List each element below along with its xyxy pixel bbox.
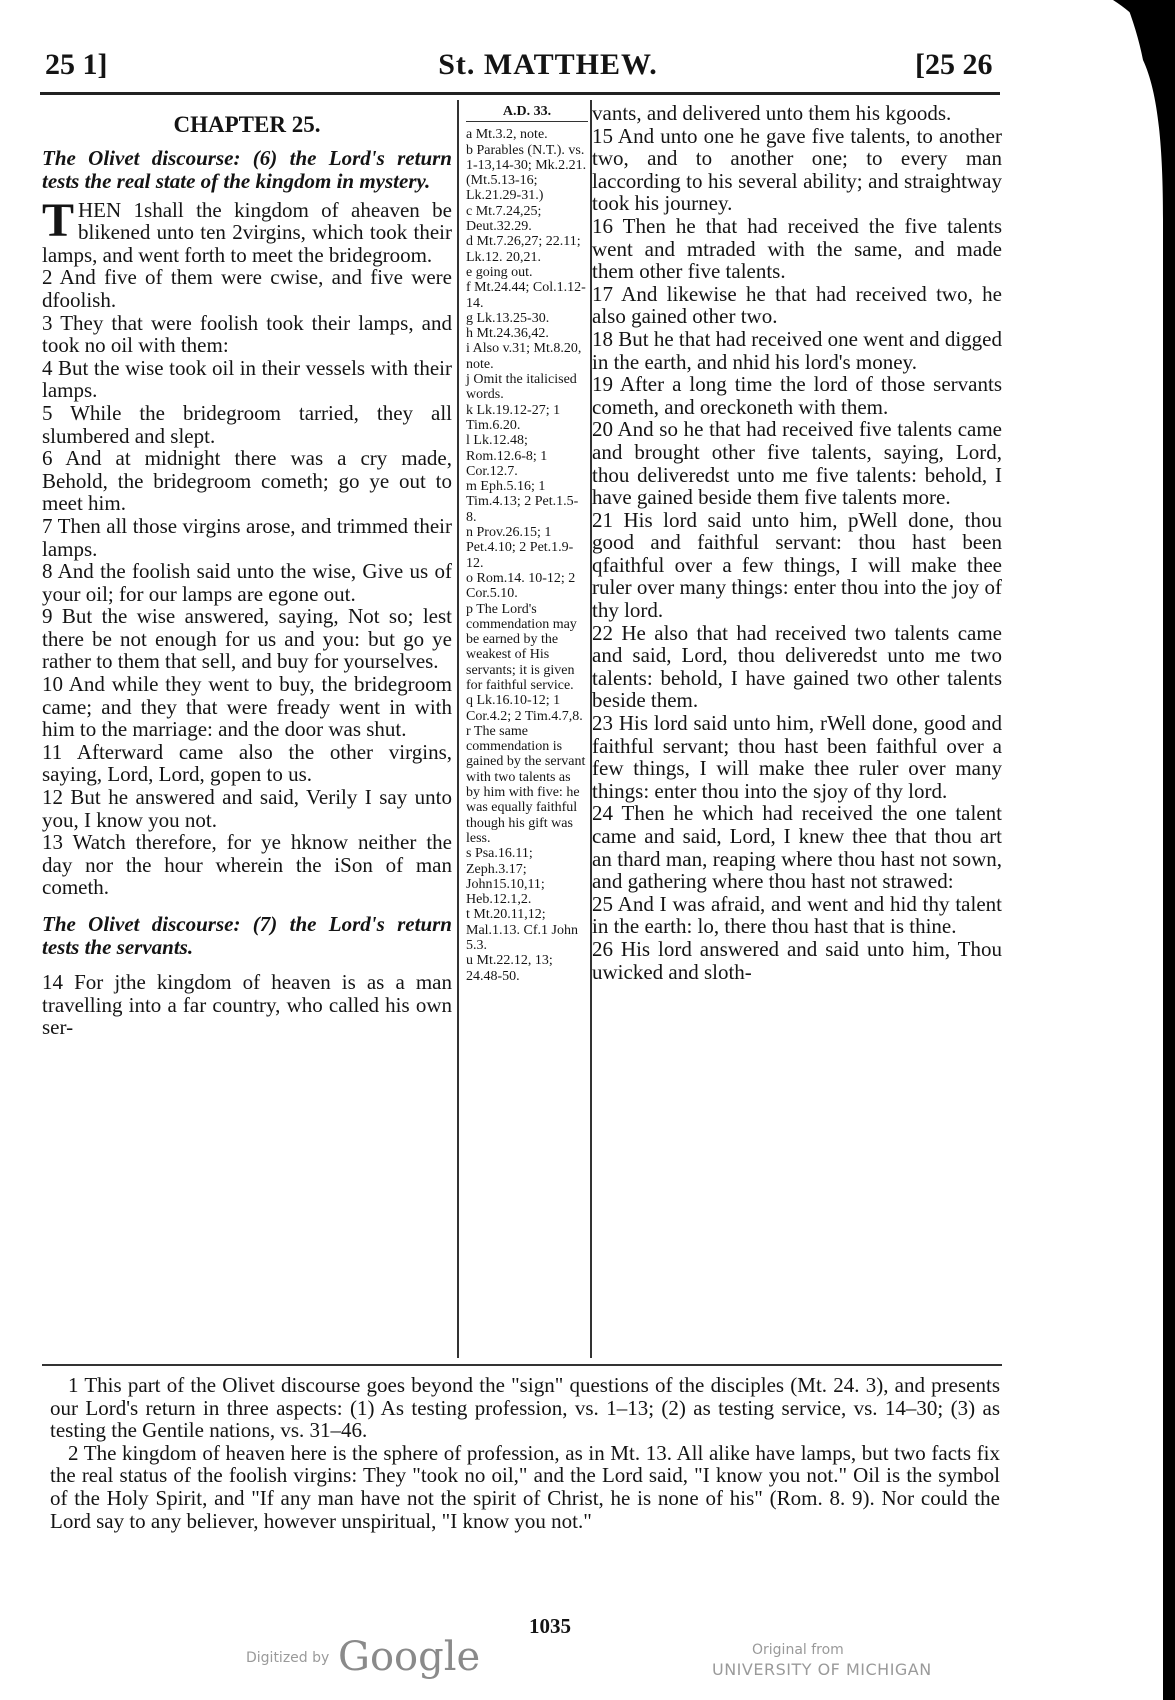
reference: r The same commendation is gained by the servant with two talents as by him with five: he was equally faithful though his gift was less.	[466, 723, 586, 846]
reference: u Mt.22.12, 13; 24.48-50.	[466, 953, 553, 984]
left-column	[42, 110, 452, 1039]
reference: i Also v.31; Mt.8.20, note.	[466, 341, 582, 372]
reference: m Eph.5.16; 1 Tim.4.13; 2 Pet.1.5-8.	[466, 479, 579, 525]
column-divider-left	[457, 100, 459, 1358]
reference: q Lk.16.10-12; 1 Cor.4.2; 2 Tim.4.7,8.	[466, 693, 583, 724]
verse: 14 For jthe kingdom of heaven is as a man travelling into a far country, who called his own ser-	[42, 970, 452, 1040]
google-logo-text: Google	[338, 1634, 481, 1680]
running-head-title: St. MATTHEW.	[438, 48, 658, 81]
verse: 11 Afterward came also the other virgins, saying, Lord, Lord, gopen to us.	[42, 739, 452, 787]
verse: 12 But he answered and said, Verily I say unto you, I know you not.	[42, 785, 452, 832]
reference: j Omit the italicised words.	[466, 372, 577, 403]
footnotes	[50, 1374, 1000, 1532]
reference: c Mt.7.24,25; Deut.32.29.	[466, 203, 542, 235]
header-rule	[40, 92, 1000, 95]
verse: vants, and delivered unto them his kgoods.	[592, 101, 952, 125]
verse: 23 His lord said unto him, rWell done, good and faithful servant; thou hast been faithful over a few things, I will make thee ruler over many things: enter thou into the sjoy of thy lord.	[592, 711, 1002, 803]
verse: 16 Then he that had received the five talents went and mtraded with the same, and made them other five talents.	[592, 213, 1002, 284]
verse: 8 And the foolish said unto the wise, Give us of your oil; for our lamps are egone out.	[42, 559, 452, 606]
verse: 26 His lord answered and said unto him, Thou uwicked and sloth-	[592, 936, 1002, 984]
institution-label: UNIVERSITY OF MICHIGAN	[712, 1660, 932, 1679]
verse: 3 They that were foolish took their lamps, and took no oil with them:	[42, 310, 452, 358]
reference: s Psa.16.11; Zeph.3.17; John15.10,11; Heb.12.1,2.	[466, 846, 545, 908]
drop-cap: T	[42, 193, 75, 247]
footnote: 1 This part of the Olivet discourse goes beyond the "sign" questions of the disciples (Mt. 24. 3), and presents our Lord's return in three aspects: (1) As testing profession, vs. 1–13; (2) as testing service, vs. 14–30; (3) as testing the Gentile nations, vs. 31–46.	[50, 1373, 1000, 1443]
page-number: 1035	[529, 1614, 571, 1638]
right-column	[592, 102, 1002, 983]
running-head-right: [25 26	[915, 48, 993, 81]
verse: 18 But he that had received one went and digged in the earth, and nhid his lord's money.	[592, 326, 1002, 374]
page-curl-shadow	[1105, 0, 1175, 1700]
reference: l Lk.12.48; Rom.12.6-8; 1 Cor.12.7.	[466, 433, 548, 479]
verse: 21 His lord said unto him, pWell done, thou good and faithful servant: thou hast been qfaithful over a few things, I will make thee ruler over many things: enter thou into the joy of thy lord.	[592, 507, 1002, 623]
section-rubric: The Olivet discourse: (6) the Lord's return tests the real state of the kingdom in mystery.	[42, 145, 452, 193]
verse: 10 And while they went to buy, the bridegroom came; and they that were fready went in with him to the marriage: and the door was shut.	[42, 672, 452, 742]
reference: o Rom.14. 10-12; 2 Cor.5.10.	[466, 570, 576, 602]
footnote-rule	[42, 1364, 1002, 1366]
verse: 9 But the wise answered, saying, Not so; lest there be not enough for us and you: but go ye rather to them that sell, and buy for yourselves.	[42, 604, 452, 674]
verse: 19 After a long time the lord of those servants cometh, and oreckoneth with them.	[592, 372, 1002, 419]
verse: 7 Then all those virgins arose, and trimmed their lamps.	[42, 513, 452, 561]
running-head-left: 25 1]	[45, 48, 108, 81]
digitized-by-label: Digitized by	[246, 1650, 330, 1666]
verse-text: HEN 1shall the kingdom of aheaven be blikened unto ten 2virgins, which took their lamps, and went forth to meet the bridegroom.	[42, 197, 452, 267]
verse: 22 He also that had received two talents came and said, Lord, thou deliveredst unto me two talents: behold, I have gained two other talents beside them.	[592, 620, 1002, 713]
verse: 20 And so he that had received five talents came and brought other five talents, saying, Lord, thou deliveredst unto me five talents: behold, I have gained beside them five talents more.	[592, 417, 1002, 510]
verse: 5 While the bridegroom tarried, they all slumbered and slept.	[42, 400, 452, 448]
verse: 2 And five of them were cwise, and five were dfoolish.	[42, 265, 452, 312]
marginal-references	[466, 104, 588, 984]
reference: t Mt.20.11,12; Mal.1.13. Cf.1 John 5.3.	[466, 907, 578, 954]
reference: d Mt.7.26,27; 22.11; Lk.12. 20,21.	[466, 234, 581, 265]
chapter-heading: CHAPTER 25.	[173, 112, 321, 137]
reference: k Lk.19.12-27; 1 Tim.6.20.	[466, 402, 561, 433]
reference: e going out.	[466, 264, 533, 280]
section-rubric: The Olivet discourse: (7) the Lord's return tests the servants.	[42, 912, 452, 959]
reference: f Mt.24.44; Col.1.12-14.	[466, 280, 586, 311]
verse: 24 Then he which had received the one talent came and said, Lord, I knew thee that thou art an thard man, reaping where thou hast not sown, and gathering where thou hast not strawed:	[592, 801, 1002, 894]
date-heading: A.D. 33.	[466, 104, 588, 122]
verse: 25 And I was afraid, and went and hid thy talent in the earth: lo, there thou hast that is thine.	[592, 891, 1002, 939]
footnote: 2 The kingdom of heaven here is the sphere of profession, as in Mt. 13. All alike have lamps, but two facts fix the real status of the foolish virgins: They "took no oil," and the Lord said, "I know you not." Oil is the symbol of the Holy Spirit, and "If any man have not the spirit of Christ, he is none of his" (Rom. 8. 9). Nor could the Lord say to any believer, however unspiritual, "I know you not."	[50, 1440, 1000, 1533]
verse: 13 Watch therefore, for ye hknow neither the day nor the hour wherein the iSon of man cometh.	[42, 830, 452, 900]
reference: h Mt.24.36,42.	[466, 326, 549, 342]
reference: a Mt.3.2, note.	[466, 127, 548, 143]
verse: 15 And unto one he gave five talents, to another two, and to another one; to every man laccording to his several ability; and straightway took his journey.	[592, 123, 1002, 216]
reference: b Parables (N.T.). vs. 1-13,14-30; Mk.2.21. (Mt.5.13-16; Lk.21.29-31.)	[466, 142, 587, 204]
reference: p The Lord's commendation may be earned by the weakest of His servants; it is given for faithful service.	[466, 601, 577, 693]
verse-1	[42, 193, 452, 267]
reference: g Lk.13.25-30.	[466, 310, 550, 326]
verse: 6 And at midnight there was a cry made, Behold, the bridegroom cometh; go ye out to meet him.	[42, 446, 452, 516]
reference: n Prov.26.15; 1 Pet.4.10; 2 Pet.1.9-12.	[466, 525, 574, 571]
original-from-label: Original from	[752, 1642, 844, 1658]
verse: 17 And likewise he that had received two, he also gained other two.	[592, 281, 1002, 329]
verse: 4 But the wise took oil in their vessels with their lamps.	[42, 355, 452, 403]
